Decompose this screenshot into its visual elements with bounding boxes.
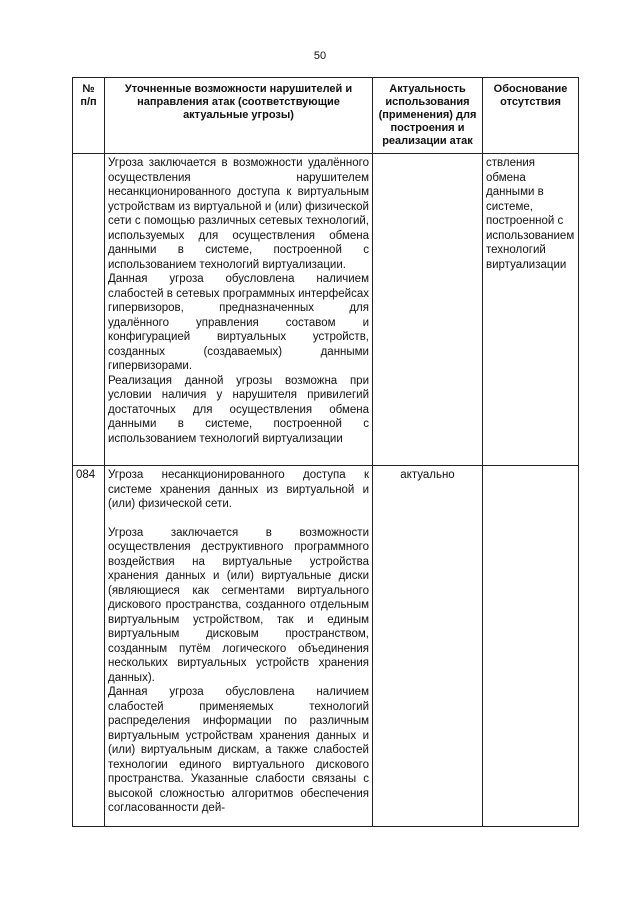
- row-number: 084: [73, 466, 105, 827]
- row-description: [105, 154, 373, 466]
- table-header-row: [73, 78, 579, 154]
- row-reason: ствления обмена данными в системе, построенной с использованием технологий виртуализации: [483, 154, 579, 466]
- paragraph: Угроза заключается в возможности осуществления деструктивного программного воздействия на виртуальные устройства хранения данных и (или) виртуальные диски (являющиеся как сегментами виртуального дискового пространства, созданного отдельным виртуальным устройством, так и единым виртуальным дисковым пространством, созданным путём логического объединения нескольких виртуальных устройств хранения данных).: [108, 526, 369, 684]
- row-reason: [483, 466, 579, 827]
- threats-table: [72, 77, 579, 827]
- header-number: № п/п: [73, 78, 105, 154]
- table-row: [73, 466, 579, 827]
- row-description: [105, 466, 373, 827]
- row-status: актуально: [373, 466, 483, 827]
- paragraph: Данная угроза обусловлена наличием слабостей применяемых технологий распределения информации по различным виртуальным устройствам хранения данных и (или) виртуальным дискам, а также слабостей технологии единого виртуального дискового пространства. Указанные слабости связаны с высокой сложностью алгоритмов обеспечения согласованности дей-: [108, 686, 369, 814]
- row-status: [373, 154, 483, 466]
- table-row: [73, 154, 579, 466]
- page-number: 50: [313, 50, 327, 62]
- header-capabilities: Уточненные возможности нарушителей и направления атак (соответствующие актуальные угрозы): [105, 78, 373, 154]
- paragraph: Данная угроза обусловлена наличием слабостей в сетевых программных интерфейсах гипервизоров, предназначенных для удалённого управления составом и конфигурацией виртуальных устройств, созданных (создаваемых) данными гипервизорами.: [108, 273, 369, 372]
- paragraph: Реализация данной угрозы возможна при условии наличия у нарушителя привилегий достаточных для осуществления обмена данными в системе, построенной с использованием технологий виртуализации: [108, 374, 369, 445]
- header-justification: Обоснование отсутствия: [483, 78, 579, 154]
- paragraph: Угроза заключается в возможности удалённого осуществления нарушителем несанкционированного доступа к виртуальным устройствам из виртуальной и (или) физической сети с помощью различных сетевых технологий, используемых для осуществления обмена данными в системе, построенной с использованием технологий виртуализации.: [108, 157, 369, 271]
- header-relevance: Актуальность использования (применения) для построения и реализации атак: [373, 78, 483, 154]
- row-number: [73, 154, 105, 466]
- paragraph: Угроза несанкционированного доступа к системе хранения данных из виртуальной и (или) физической сети.: [108, 469, 369, 510]
